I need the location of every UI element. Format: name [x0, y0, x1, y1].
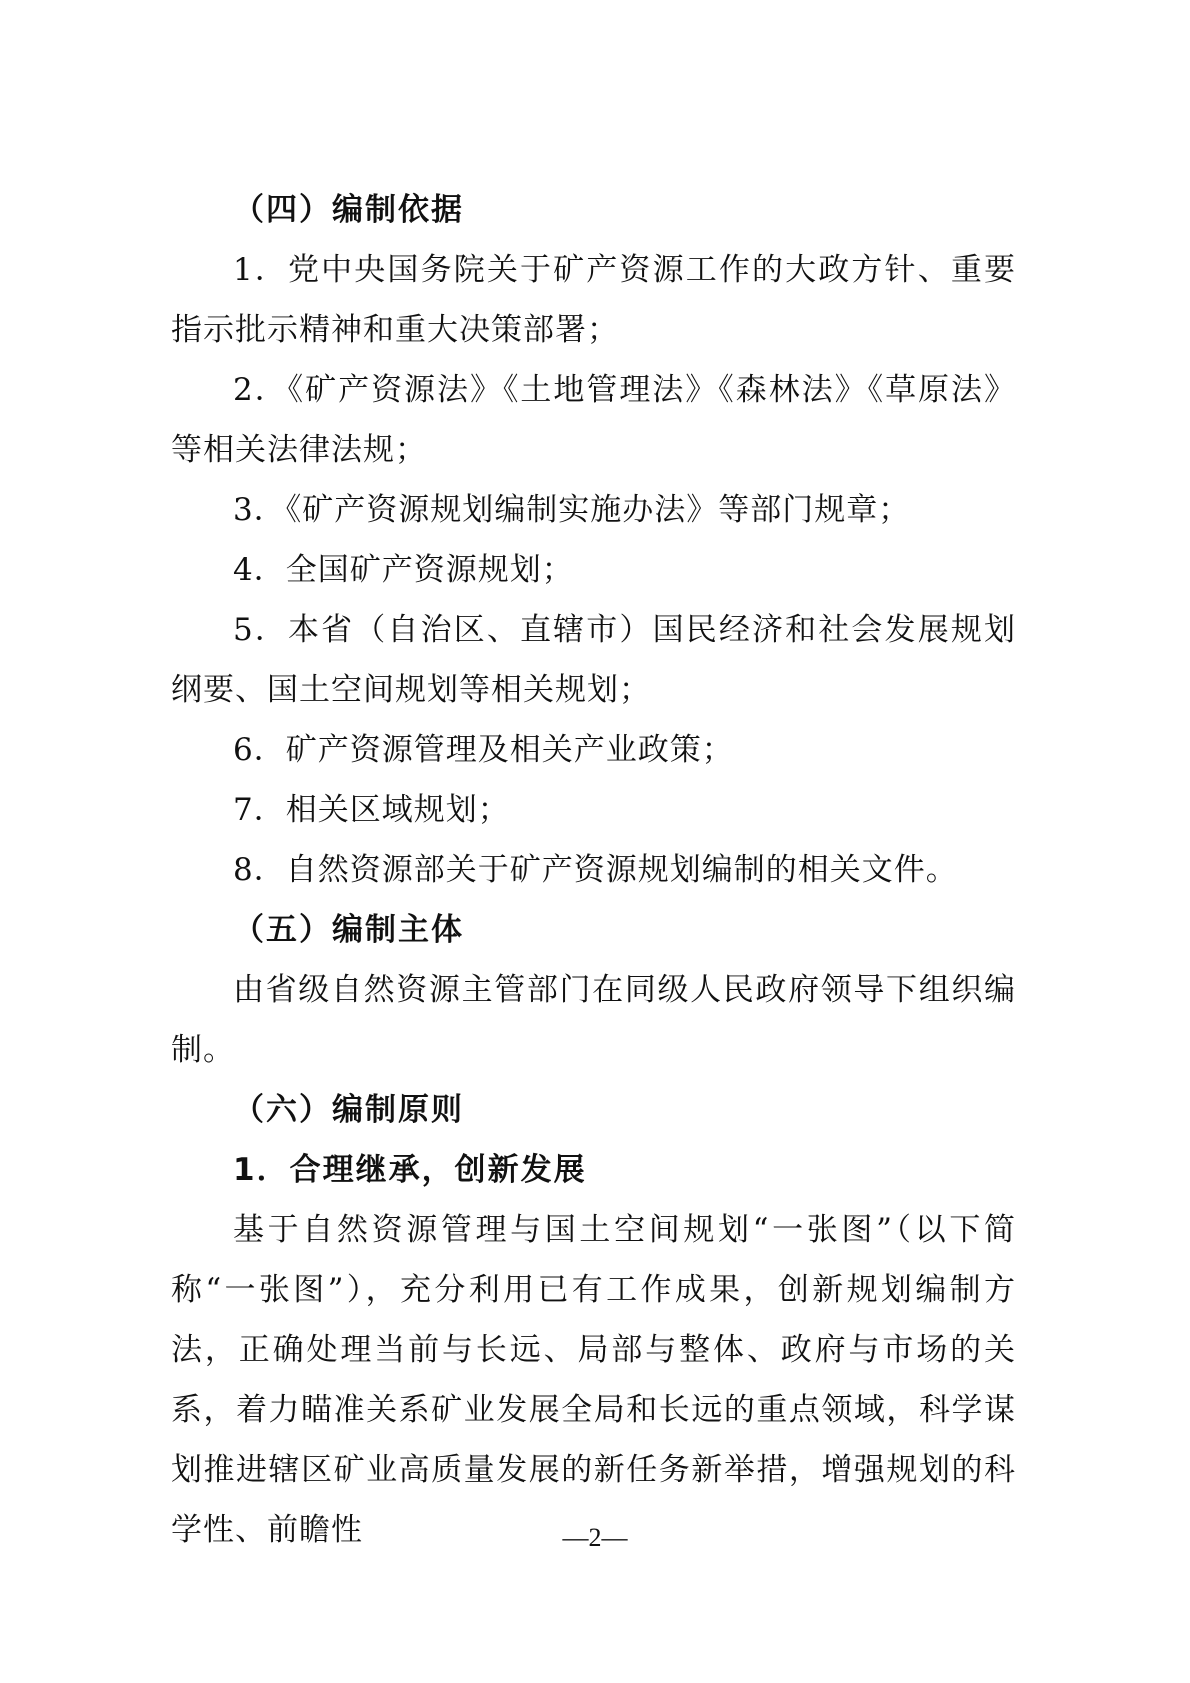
list-item: 4．全国矿产资源规划； — [233, 552, 574, 588]
paragraph: 由省级自然资源主管部门在同级人民政府领导下组织编制。 — [171, 972, 1016, 1068]
section-heading: （四）编制依据 — [233, 192, 464, 228]
list-item: 1．党中央国务院关于矿产资源工作的大政方针、重要指示批示精神和重大决策部署； — [171, 252, 1016, 348]
page-number: —2— — [562, 1523, 628, 1552]
section-heading: （五）编制主体 — [233, 912, 464, 948]
section-heading: （六）编制原则 — [233, 1092, 464, 1128]
subsection-heading: 1．合理继承，创新发展 — [233, 1152, 587, 1188]
document-body — [171, 180, 1016, 1560]
paragraph: 基于自然资源管理与国土空间规划“一张图”（以下简称“一张图”），充分利用已有工作成果，创新规划编制方法，正确处理当前与长远、局部与整体、政府与市场的关系，着力瞄准关系矿业发展全局和长远的重点领域，科学谋划推进辖区矿业高质量发展的新任务新举措，增强规划的科学性、前瞻性 — [171, 1212, 1016, 1548]
list-item: 2．《矿产资源法》《土地管理法》《森林法》《草原法》等相关法律法规； — [171, 372, 1016, 468]
list-item: 6．矿产资源管理及相关产业政策； — [233, 732, 734, 768]
list-item: 5．本省（自治区、直辖市）国民经济和社会发展规划纲要、国土空间规划等相关规划； — [171, 612, 1016, 708]
list-item: 3．《矿产资源规划编制实施办法》等部门规章； — [233, 492, 911, 528]
list-item: 8．自然资源部关于矿产资源规划编制的相关文件。 — [233, 852, 958, 888]
list-item: 7．相关区域规划； — [233, 792, 510, 828]
